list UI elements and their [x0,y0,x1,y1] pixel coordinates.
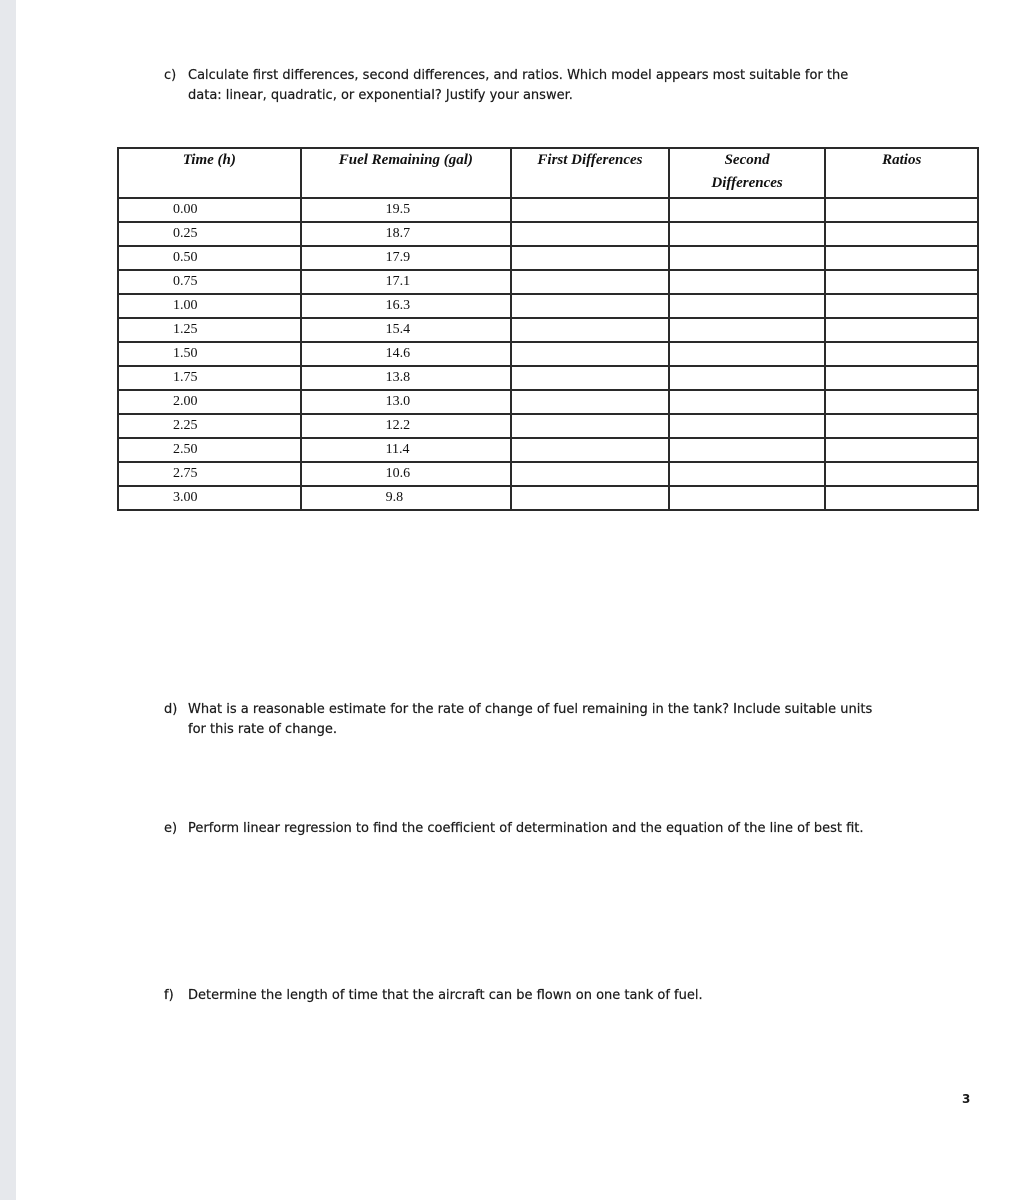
ratio-cell [825,438,978,462]
first-difference-cell [511,222,669,246]
time-cell: 2.00 [118,390,301,414]
question-c-line-1: Calculate first differences, second differences, and ratios. Which model appears most suitable for the [188,68,849,83]
table-row [118,270,978,294]
second-difference-cell [669,486,826,510]
ratio-cell [825,198,978,222]
second-difference-cell [669,294,826,318]
second-difference-cell [669,198,826,222]
document-page [16,0,1036,1200]
ratio-cell [825,294,978,318]
ratio-cell [825,366,978,390]
fuel-cell: 18.7 [301,222,512,246]
ratio-cell [825,414,978,438]
time-cell: 0.25 [118,222,301,246]
ratio-cell [825,342,978,366]
fuel-cell: 11.4 [301,438,512,462]
table-row [118,246,978,270]
time-cell: 0.50 [118,246,301,270]
header-fuel-remaining: Fuel Remaining (gal) [301,148,512,198]
table-header-row [118,148,978,198]
ratio-cell [825,222,978,246]
header-first-differences: First Differences [511,148,669,198]
table-row [118,222,978,246]
first-difference-cell [511,198,669,222]
fuel-cell: 10.6 [301,462,512,486]
time-cell: 0.00 [118,198,301,222]
table-row [118,318,978,342]
table-row [118,294,978,318]
header-second-differences-line-1: Second [724,152,770,168]
fuel-cell: 13.0 [301,390,512,414]
question-d-line-2: for this rate of change. [188,722,338,737]
table-row [118,198,978,222]
fuel-cell: 19.5 [301,198,512,222]
fuel-cell: 12.2 [301,414,512,438]
header-second-differences [669,148,826,198]
ratio-cell [825,270,978,294]
fuel-cell: 17.1 [301,270,512,294]
question-d-line-1: What is a reasonable estimate for the rate of change of fuel remaining in the tank? Include suitable units [188,702,873,717]
time-cell: 2.25 [118,414,301,438]
ratio-cell [825,486,978,510]
table-row [118,390,978,414]
time-cell: 3.00 [118,486,301,510]
first-difference-cell [511,486,669,510]
time-cell: 2.75 [118,462,301,486]
second-difference-cell [669,342,826,366]
table-row [118,438,978,462]
time-cell: 1.50 [118,342,301,366]
second-difference-cell [669,270,826,294]
question-d-letter: d) [164,702,178,717]
header-second-differences-line-2: Differences [711,175,783,191]
time-cell: 0.75 [118,270,301,294]
ratio-cell [825,318,978,342]
time-cell: 1.75 [118,366,301,390]
ratio-cell [825,390,978,414]
question-e-line-1: Perform linear regression to find the coefficient of determination and the equation of the line of best fit. [188,821,864,836]
time-cell: 1.25 [118,318,301,342]
first-difference-cell [511,366,669,390]
time-cell: 2.50 [118,438,301,462]
second-difference-cell [669,414,826,438]
question-f-letter: f) [164,988,174,1003]
header-time: Time (h) [118,148,301,198]
second-difference-cell [669,438,826,462]
page-number: 3 [962,1092,971,1106]
header-ratios: Ratios [825,148,978,198]
table-row [118,462,978,486]
fuel-cell: 13.8 [301,366,512,390]
first-difference-cell [511,414,669,438]
table-row [118,486,978,510]
time-cell: 1.00 [118,294,301,318]
fuel-data-table [117,147,979,511]
second-difference-cell [669,318,826,342]
ratio-cell [825,462,978,486]
second-difference-cell [669,366,826,390]
question-f-line-1: Determine the length of time that the aircraft can be flown on one tank of fuel. [188,988,703,1003]
second-difference-cell [669,390,826,414]
first-difference-cell [511,270,669,294]
fuel-cell: 9.8 [301,486,512,510]
fuel-cell: 16.3 [301,294,512,318]
fuel-cell: 14.6 [301,342,512,366]
first-difference-cell [511,438,669,462]
question-e-letter: e) [164,821,178,836]
second-difference-cell [669,246,826,270]
second-difference-cell [669,222,826,246]
first-difference-cell [511,462,669,486]
fuel-cell: 17.9 [301,246,512,270]
ratio-cell [825,246,978,270]
table-row [118,414,978,438]
fuel-cell: 15.4 [301,318,512,342]
second-difference-cell [669,462,826,486]
first-difference-cell [511,342,669,366]
question-c-line-2: data: linear, quadratic, or exponential? Justify your answer. [188,88,573,103]
first-difference-cell [511,390,669,414]
first-difference-cell [511,246,669,270]
table-row [118,366,978,390]
question-c-letter: c) [164,68,177,83]
first-difference-cell [511,318,669,342]
table-row [118,342,978,366]
first-difference-cell [511,294,669,318]
